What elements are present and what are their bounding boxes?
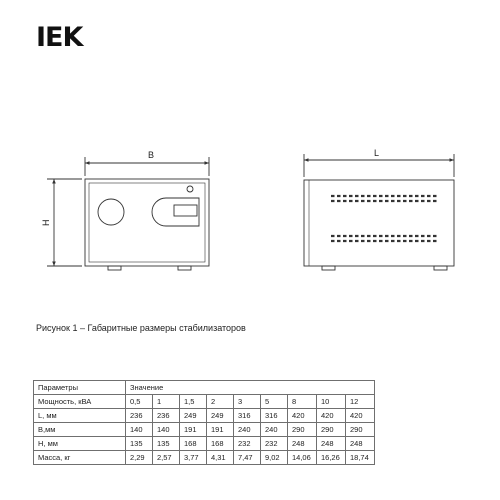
row-label: B,мм xyxy=(34,423,126,437)
table-row xyxy=(34,409,375,423)
table-cell: 420 xyxy=(317,409,346,423)
table-cell: 232 xyxy=(234,437,261,451)
front-display-housing xyxy=(152,198,199,226)
table-cell: 3 xyxy=(234,395,261,409)
table-cell: 248 xyxy=(288,437,317,451)
table-cell: 8 xyxy=(288,395,317,409)
table-cell: 232 xyxy=(261,437,288,451)
table-cell: 1 xyxy=(153,395,180,409)
table-cell: 16,26 xyxy=(317,451,346,465)
table-cell: 420 xyxy=(288,409,317,423)
table-cell: 168 xyxy=(207,437,234,451)
table-row xyxy=(34,395,375,409)
table-cell: 240 xyxy=(234,423,261,437)
table-cell: 14,06 xyxy=(288,451,317,465)
table-cell: 191 xyxy=(207,423,234,437)
row-label: Мощность, кВА xyxy=(34,395,126,409)
parameters-table xyxy=(33,380,375,465)
iek-logo: IEK xyxy=(36,22,83,53)
table-cell: 12 xyxy=(346,395,375,409)
table-cell: 248 xyxy=(346,437,375,451)
table-cell: 140 xyxy=(126,423,153,437)
front-foot-left xyxy=(108,266,121,270)
table-cell: 7,47 xyxy=(234,451,261,465)
figure-caption: Рисунок 1 – Габаритные размеры стабилизаторов xyxy=(36,323,246,333)
dim-l-label: L xyxy=(374,148,380,158)
table-row xyxy=(34,451,375,465)
table-cell: 290 xyxy=(317,423,346,437)
front-panel xyxy=(89,183,205,262)
front-knob xyxy=(98,199,124,225)
table-cell: 2 xyxy=(207,395,234,409)
table-cell: 236 xyxy=(126,409,153,423)
table-cell: 140 xyxy=(153,423,180,437)
table-cell: 10 xyxy=(317,395,346,409)
table-cell: 420 xyxy=(346,409,375,423)
header-value: Значение xyxy=(126,381,375,395)
table-cell: 249 xyxy=(207,409,234,423)
row-label: L, мм xyxy=(34,409,126,423)
table-cell: 290 xyxy=(346,423,375,437)
table-cell: 316 xyxy=(261,409,288,423)
front-indicator-light xyxy=(187,186,193,192)
table-header-row xyxy=(34,381,375,395)
row-label: H, мм xyxy=(34,437,126,451)
header-param: Параметры xyxy=(34,381,126,395)
table-cell: 135 xyxy=(153,437,180,451)
table-cell: 2,57 xyxy=(153,451,180,465)
table-cell: 191 xyxy=(180,423,207,437)
table-cell: 316 xyxy=(234,409,261,423)
front-foot-right xyxy=(178,266,191,270)
table-cell: 168 xyxy=(180,437,207,451)
side-body xyxy=(304,180,454,266)
table-cell: 4,31 xyxy=(207,451,234,465)
table-cell: 135 xyxy=(126,437,153,451)
side-view xyxy=(304,154,454,270)
table-cell: 290 xyxy=(288,423,317,437)
dim-h-label: H xyxy=(41,219,51,226)
table-cell: 18,74 xyxy=(346,451,375,465)
side-foot-right xyxy=(434,266,447,270)
table-cell: 5 xyxy=(261,395,288,409)
table-cell: 3,77 xyxy=(180,451,207,465)
side-vents xyxy=(331,196,438,241)
table-cell: 248 xyxy=(317,437,346,451)
front-view xyxy=(47,157,209,270)
table-cell: 2,29 xyxy=(126,451,153,465)
table-cell: 240 xyxy=(261,423,288,437)
table-cell: 236 xyxy=(153,409,180,423)
table-cell: 0,5 xyxy=(126,395,153,409)
table-cell: 9,02 xyxy=(261,451,288,465)
dim-b-label: B xyxy=(148,150,155,160)
table-row xyxy=(34,423,375,437)
row-label: Масса, кг xyxy=(34,451,126,465)
table-cell: 1,5 xyxy=(180,395,207,409)
front-display xyxy=(174,205,197,216)
table-cell: 249 xyxy=(180,409,207,423)
table-row xyxy=(34,437,375,451)
side-foot-left xyxy=(322,266,335,270)
